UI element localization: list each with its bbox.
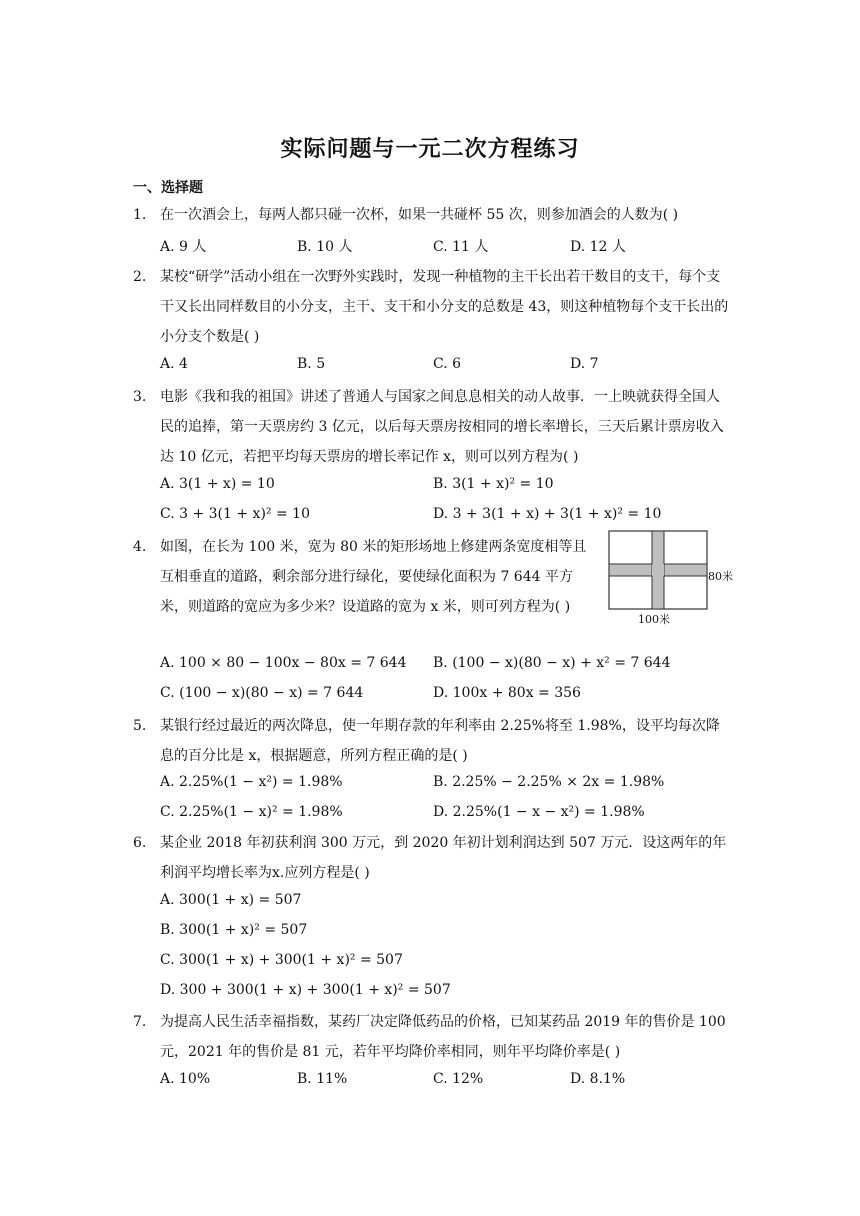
- option-d: D. 8.1%: [570, 1071, 626, 1087]
- question-stem: 电影《我和我的祖国》讲述了普通人与国家之间息息相关的动人故事．一上映就获得全国人民的追捧，第一天票房约 3 亿元，以后每天票房按相同的增长率增长，三天后累计票房收入达 10 亿元，若把平均每天票房的增长率记作 x，则可以列方程为( ): [160, 389, 724, 465]
- question-5: [133, 711, 733, 771]
- option-c: C. 300(1 + x) + 300(1 + x)² = 507: [160, 952, 403, 968]
- question-stem: 某校“研学”活动小组在一次野外实践时，发现一种植物的主干长出若干数目的支干，每个支干又长出同样数目的小分支，主干、支干和小分支的总数是 43，则这种植物每个支干长出的小分支个数是( ): [160, 269, 729, 345]
- option-c: C. (100 − x)(80 − x) = 7 644: [160, 685, 364, 701]
- option-b: B. 2.25% − 2.25% × 2x = 1.98%: [433, 774, 665, 790]
- question-stem: 如图，在长为 100 米，宽为 80 米的矩形场地上修建两条宽度相等且互相垂直的道路，剩余部分进行绿化，要使绿化面积为 7 644 平方米，则道路的宽应为多少米？设道路的宽为 x 米，则可列方程为( ): [160, 539, 587, 615]
- option-b: B. 5: [297, 356, 326, 372]
- option-b: B. (100 − x)(80 − x) + x² = 7 644: [433, 655, 671, 671]
- option-d: D. 12 人: [570, 239, 626, 255]
- option-c: C. 12%: [433, 1071, 484, 1087]
- question-3: [133, 382, 733, 472]
- length-label: 100米: [638, 613, 670, 626]
- question-stem: 某企业 2018 年初获利润 300 万元，到 2020 年初计划利润达到 507 万元．设这两年的年利润平均增长率为x.应列方程是( ): [160, 835, 727, 881]
- question-number: 4.: [133, 539, 147, 555]
- option-d: D. 100x + 80x = 356: [433, 685, 581, 701]
- question-number: 5.: [133, 718, 147, 734]
- option-a: A. 3(1 + x) = 10: [160, 476, 275, 492]
- question-2: [133, 262, 733, 352]
- section-heading: 一、选择题: [133, 180, 203, 196]
- question-4: [133, 532, 603, 652]
- question-stem: 在一次酒会上，每两人都只碰一次杯，如果一共碰杯 55 次，则参加酒会的人数为( ): [160, 207, 679, 223]
- width-label: 80米: [708, 570, 733, 583]
- option-b: B. 3(1 + x)² = 10: [433, 476, 554, 492]
- option-b: B. 300(1 + x)² = 507: [160, 922, 308, 938]
- option-a: A. 2.25%(1 − x²) = 1.98%: [160, 774, 343, 790]
- option-a: A. 100 × 80 − 100x − 80x = 7 644: [160, 655, 407, 671]
- question-1: [133, 200, 733, 230]
- option-b: B. 11%: [297, 1071, 348, 1087]
- option-a: A. 10%: [160, 1071, 211, 1087]
- question-6: [133, 828, 733, 888]
- option-a: A. 9 人: [160, 239, 207, 255]
- option-d: D. 3 + 3(1 + x) + 3(1 + x)² = 10: [433, 506, 662, 522]
- question-number: 6.: [133, 835, 147, 851]
- field-figure: [608, 530, 748, 634]
- option-c: C. 11 人: [433, 239, 489, 255]
- option-d: D. 7: [570, 356, 599, 372]
- question-7: [133, 1007, 733, 1067]
- page-title: 实际问题与一元二次方程练习: [280, 136, 580, 162]
- question-number: 1.: [133, 207, 147, 223]
- option-d: D. 300 + 300(1 + x) + 300(1 + x)² = 507: [160, 982, 451, 998]
- option-d: D. 2.25%(1 − x − x²) = 1.98%: [433, 804, 645, 820]
- option-c: C. 2.25%(1 − x)² = 1.98%: [160, 804, 343, 820]
- question-stem: 某银行经过最近的两次降息，使一年期存款的年利率由 2.25%将至 1.98%，设平均每次降息的百分比是 x，根据题意，所列方程正确的是( ): [160, 718, 720, 764]
- question-number: 3.: [133, 389, 147, 405]
- option-b: B. 10 人: [297, 239, 353, 255]
- question-stem: 为提高人民生活幸福指数，某药厂决定降低药品的价格，已知某药品 2019 年的售价是 100 元，2021 年的售价是 81 元，若年平均降价率相同，则年平均降价率是( ): [160, 1014, 726, 1060]
- option-a: A. 4: [160, 356, 188, 372]
- option-a: A. 300(1 + x) = 507: [160, 892, 302, 908]
- option-c: C. 3 + 3(1 + x)² = 10: [160, 506, 310, 522]
- option-c: C. 6: [433, 356, 462, 372]
- question-number: 7.: [133, 1014, 147, 1030]
- question-number: 2.: [133, 269, 147, 285]
